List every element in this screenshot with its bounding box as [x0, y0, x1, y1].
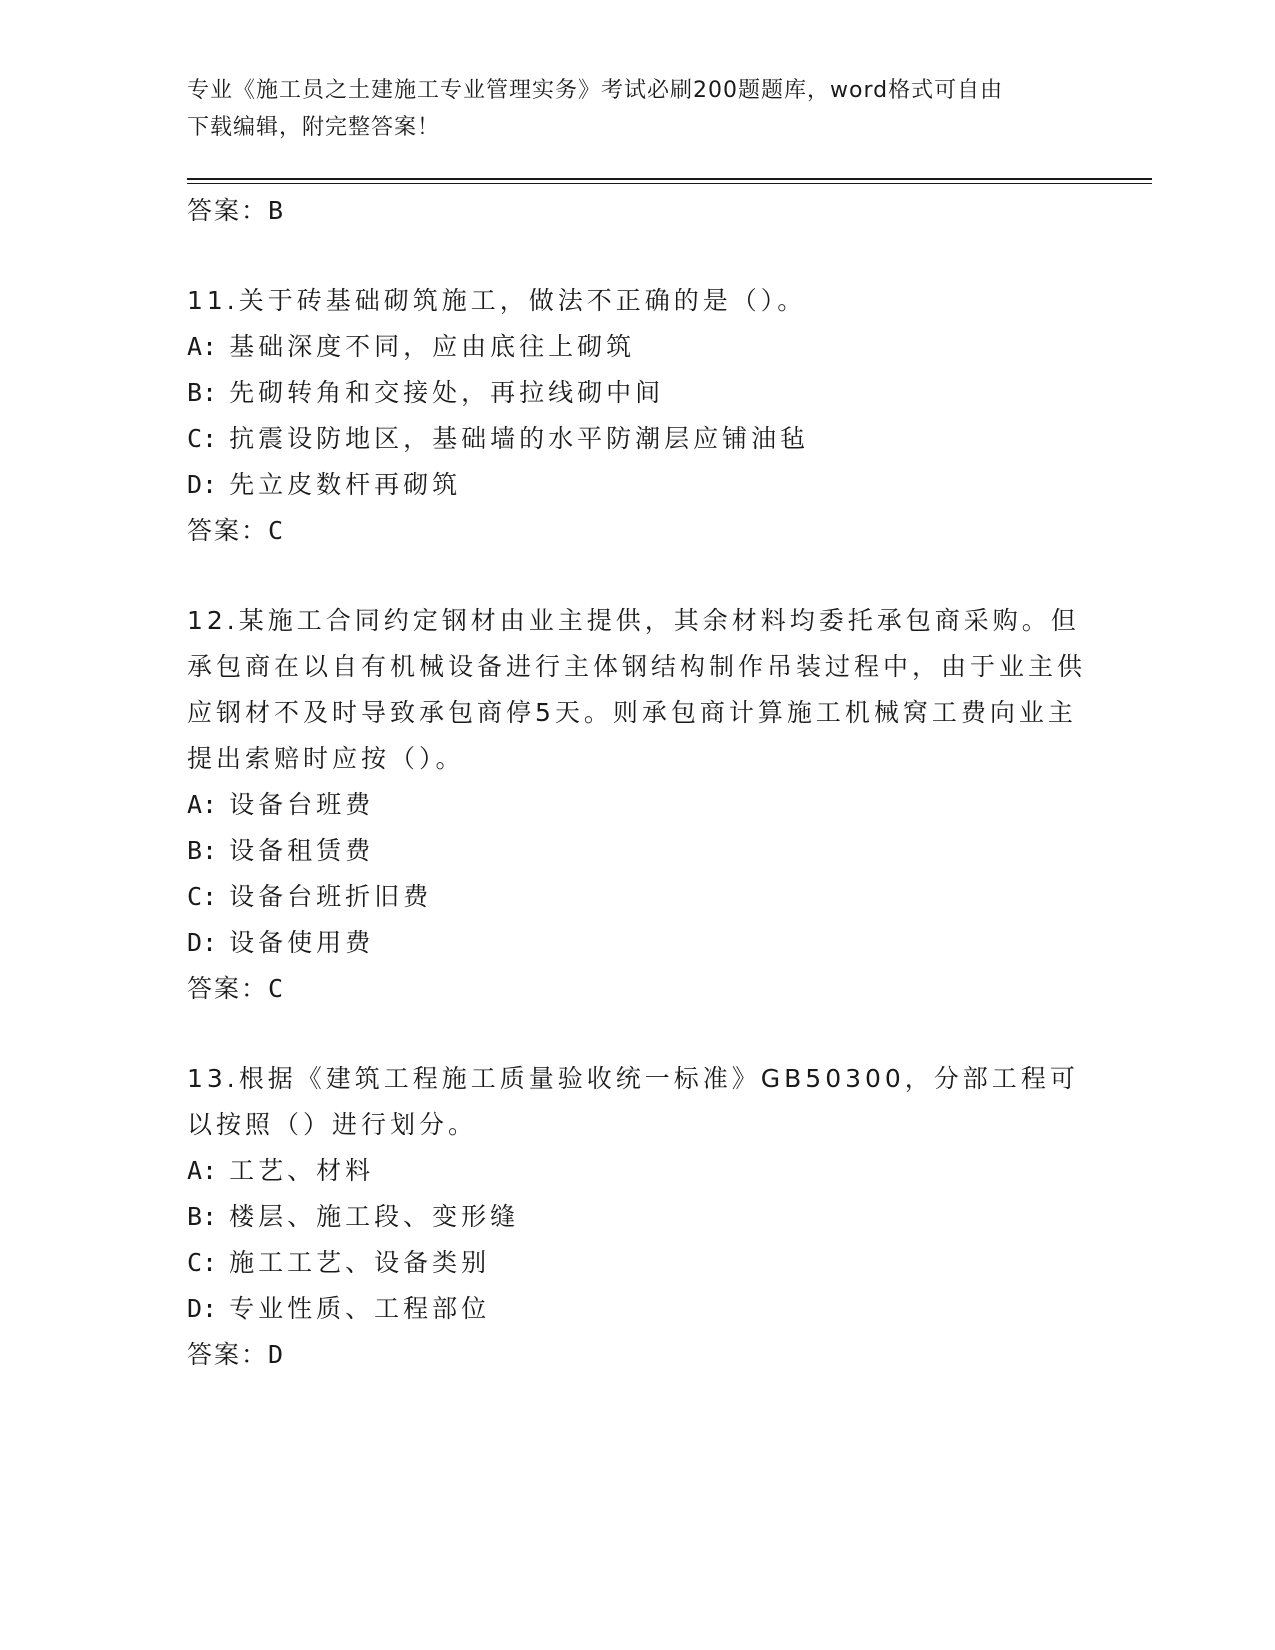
option-letter: A:	[187, 1156, 218, 1185]
option-letter: D:	[187, 928, 218, 957]
answer-line	[187, 966, 1087, 1012]
option-text: 设备台班折旧费	[229, 882, 433, 911]
question-stem: 11.关于砖基础砌筑施工，做法不正确的是（）。	[187, 286, 807, 315]
option-letter: B:	[187, 378, 218, 407]
option-a	[187, 324, 1087, 370]
answer-value: D	[268, 1340, 286, 1369]
option-letter: D:	[187, 470, 218, 499]
option-letter: B:	[187, 1202, 218, 1231]
document-header	[187, 72, 1087, 146]
option-a	[187, 1148, 1087, 1194]
option-d	[187, 920, 1087, 966]
question-13	[187, 1056, 1087, 1378]
option-text: 先砌转角和交接处，再拉线砌中间	[229, 378, 665, 407]
option-c	[187, 416, 1087, 462]
option-text: 先立皮数杆再砌筑	[229, 470, 462, 499]
option-text: 楼层、施工段、变形缝	[229, 1202, 520, 1231]
answer-label: 答案：	[187, 196, 269, 225]
option-c	[187, 1240, 1087, 1286]
option-text: 抗震设防地区，基础墙的水平防潮层应铺油毡	[229, 424, 810, 453]
option-letter: A:	[187, 790, 218, 819]
option-d	[187, 1286, 1087, 1332]
option-text: 设备使用费	[229, 928, 375, 957]
option-letter: D:	[187, 1294, 218, 1323]
option-letter: A:	[187, 332, 218, 361]
answer-value: C	[268, 516, 286, 545]
option-letter: C:	[187, 424, 218, 453]
header-divider	[187, 178, 1152, 184]
option-b	[187, 370, 1087, 416]
option-text: 工艺、材料	[229, 1156, 375, 1185]
answer-value: C	[268, 974, 286, 1003]
answer-line	[187, 188, 1087, 234]
option-d	[187, 462, 1087, 508]
header-line-1: 专业《施工员之土建施工专业管理实务》考试必刷200题题库，word格式可自由	[187, 78, 1004, 103]
answer-label: 答案：	[187, 974, 269, 1003]
question-stem: 12.某施工合同约定钢材由业主提供，其余材料均委托承包商采购。但承包商在以自有机械设备进行主体钢结构制作吊装过程中，由于业主供应钢材不及时导致承包商停5天。则承包商计算施工机械窝工费向业主提出索赔时应按（）。	[187, 606, 1087, 773]
answer-label: 答案：	[187, 516, 269, 545]
answer-label: 答案：	[187, 1340, 269, 1369]
header-line-2: 下载编辑，附完整答案！	[187, 115, 441, 140]
option-letter: C:	[187, 882, 218, 911]
option-text: 设备台班费	[229, 790, 375, 819]
option-text: 专业性质、工程部位	[229, 1294, 491, 1323]
option-letter: B:	[187, 836, 218, 865]
question-stem: 13.根据《建筑工程施工质量验收统一标准》GB50300，分部工程可以按照（）进行划分。	[187, 1064, 1079, 1139]
option-b	[187, 1194, 1087, 1240]
answer-line	[187, 1332, 1087, 1378]
option-text: 设备租赁费	[229, 836, 375, 865]
option-c	[187, 874, 1087, 920]
answer-value: B	[268, 196, 286, 225]
option-a	[187, 782, 1087, 828]
option-text: 施工工艺、设备类别	[229, 1248, 491, 1277]
answer-line	[187, 508, 1087, 554]
document-body	[187, 188, 1087, 1378]
question-11	[187, 278, 1087, 554]
option-letter: C:	[187, 1248, 218, 1277]
question-12	[187, 598, 1087, 1012]
option-b	[187, 828, 1087, 874]
option-text: 基础深度不同，应由底往上砌筑	[229, 332, 636, 361]
